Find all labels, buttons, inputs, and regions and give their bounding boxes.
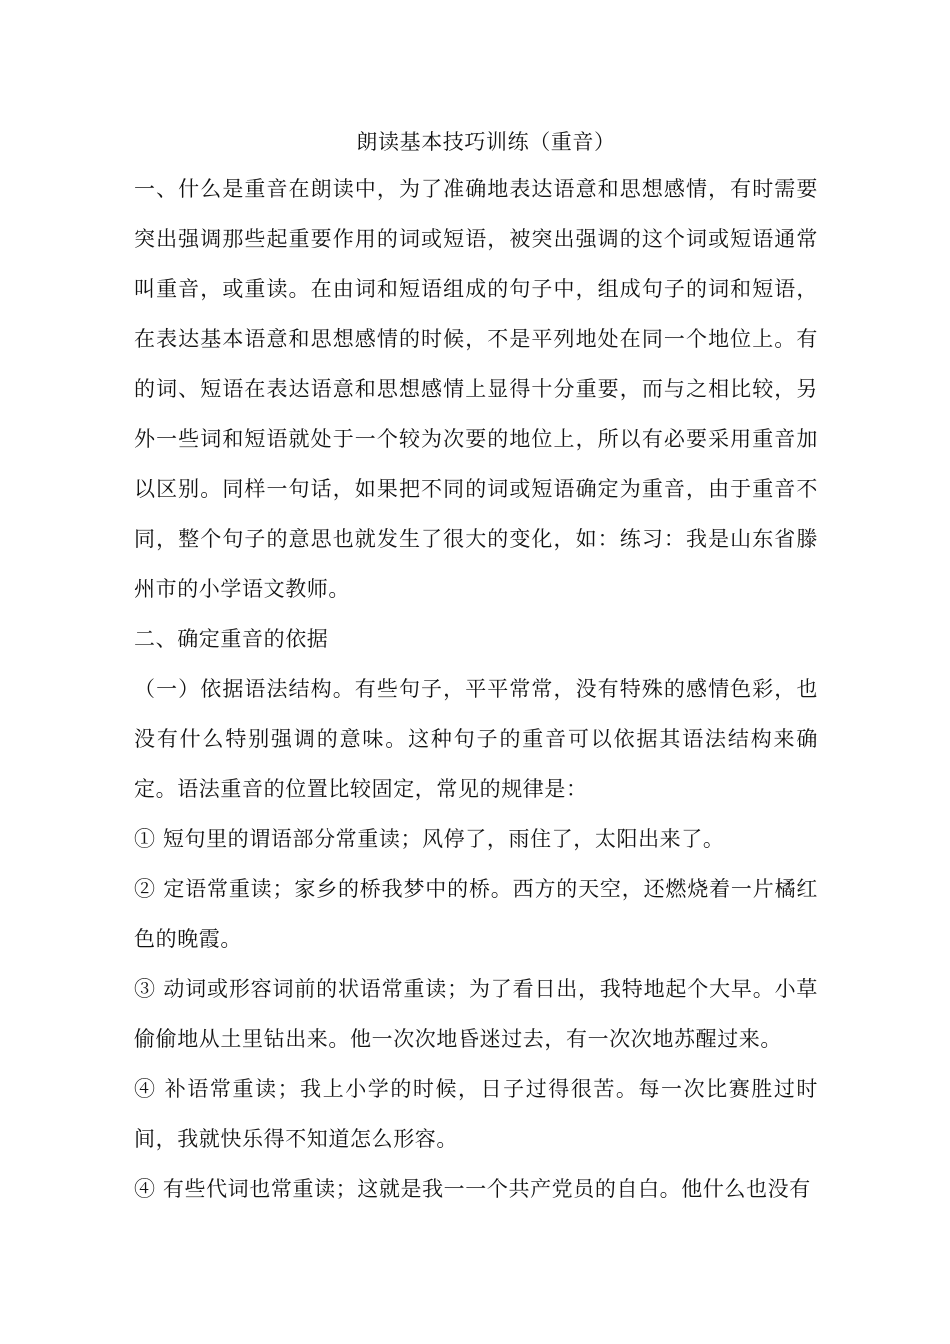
paragraph-grammar-structure: （一）依据语法结构。有些句子，平平常常，没有特殊的感情色彩，也没有什么特别强调的意味。这种句子的重音可以依据其语法结构来确定。语法重音的位置比较固定，常见的规律是：	[134, 677, 818, 801]
section-heading-basis: 二、确定重音的依据	[134, 627, 329, 651]
list-item-pronoun: ④ 有些代词也常重读；这就是我一一个共产党员的自白。他什么也没有	[134, 1177, 811, 1201]
list-item-complement: ④ 补语常重读；我上小学的时候，日子过得很苦。每一次比赛胜过时间，我就快乐得不知道怎么形容。	[134, 1077, 818, 1151]
document-title: 朗读基本技巧训练（重音）	[356, 130, 616, 154]
paragraph-definition: 一、什么是重音在朗读中，为了准确地表达语意和思想感情，有时需要突出强调那些起重要作用的词或短语，被突出强调的这个词或短语通常叫重音，或重读。在由词和短语组成的句子中，组成句子的词和短语，在表达基本语意和思想感情的时候，不是平列地处在同一个地位上。有的词、短语在表达语意和思想感情上显得十分重要，而与之相比较，另外一些词和短语就处于一个较为次要的地位上，所以有必要采用重音加以区别。同样一句话，如果把不同的词或短语确定为重音，由于重音不同，整个句子的意思也就发生了很大的变化，如：练习：我是山东省滕州市的小学语文教师。	[134, 177, 818, 601]
list-item-predicate: ① 短句里的谓语部分常重读；风停了，雨住了，太阳出来了。	[134, 827, 725, 851]
list-item-adverbial: ③ 动词或形容词前的状语常重读；为了看日出，我特地起个大早。小草偷偷地从土里钻出来。他一次次地昏迷过去，有一次次地苏醒过来。	[134, 977, 818, 1051]
list-item-attributive: ② 定语常重读；家乡的桥我梦中的桥。西方的天空，还燃烧着一片橘红色的晚霞。	[134, 877, 818, 951]
document-body	[134, 120, 818, 1214]
